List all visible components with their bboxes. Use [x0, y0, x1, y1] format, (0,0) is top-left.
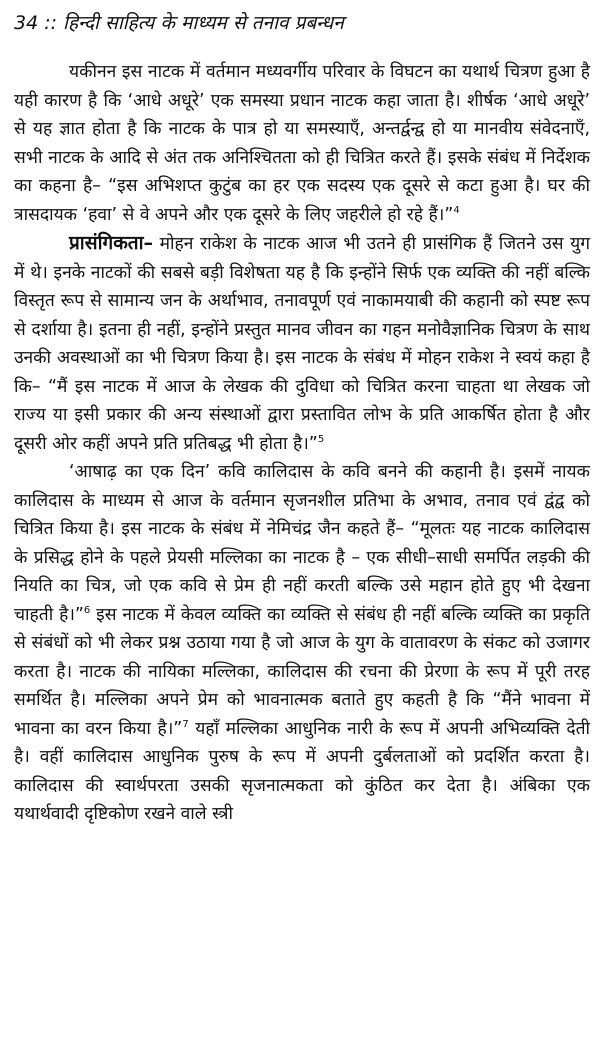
paragraph-2 [14, 229, 590, 458]
paragraph-3 [14, 458, 590, 829]
footnote-marker-4: 4 [453, 204, 460, 216]
paragraph-1-text: यकीनन इस नाटक में वर्तमान मध्यवर्गीय परिवार के विघटन का यथार्थ चित्रण हुआ है यही कारण है कि ‘आधे अधूरे’ एक समस्या प्रधान नाटक कहा जाता है। शीर्षक ‘आधे अधूरे’ से यह ज्ञात होता है कि नाटक के पात्र हो या समस्याएँ, अन्तर्द्वन्द्व हो या मानवीय संवेदनाएँ, सभी नाटक के आदि से अंत तक अनिश्चितता को ही चित्रित करते हैं। इसके संबंध में निर्देशक का कहना है– “इस अभिशप्त कुटुंब का हर एक सदस्य एक दूसरे से कटा हुआ है। घर की त्रासदायक ‘हवा’ से वे अपने और एक दूसरे के लिए जहरीले हो रहे हैं।” [14, 62, 590, 225]
section-heading-prasangikta: प्रासंगिकता– [69, 232, 154, 254]
running-head: 34 :: हिन्दी साहित्य के माध्यम से तनाव प्रबन्धन [14, 12, 344, 34]
paragraph-1 [14, 58, 590, 229]
paragraph-2-text: मोहन राकेश के नाटक आज भी उतने ही प्रासंगिक हैं जितने उस युग में थे। इनके नाटकों की सबसे बड़ी विशेषता यह है कि इन्होंने सिर्फ एक व्यक्ति की नहीं बल्कि विस्तृत रूप से सामान्य जन के अर्थाभाव, तनावपूर्ण एवं नाकामयाबी की कहानी को स्पष्ट रूप से दर्शाया है। इतना ही नहीं, इन्होंने प्रस्तुत मानव जीवन का गहन मनोवैज्ञानिक चित्रण के साथ उनकी अवस्थाओं का भी चित्रण किया है। इस नाटक के संबंध में मोहन राकेश ने स्वयं कहा है कि– “मैं इस नाटक में आज के लेखक की दुविधा को चित्रित करना चाहता था लेखक जो राज्य या इसी प्रकार की अन्य संस्थाओं द्वारा प्रस्तावित लोभ के प्रति आकर्षित होता है और दूसरी ओर कहीं अपने प्रति प्रतिबद्ध भी होता है।” [14, 234, 590, 454]
paragraph-3-continuation-2: यहाँ मल्लिका आधुनिक नारी के रूप में अपनी अभिव्यक्ति देती है। वहीं कालिदास आधुनिक पुरुष के रूप में अपनी दुर्बलताओं को प्रदर्शित करता है। कालिदास की स्वार्थपरता उसकी सृजनात्मकता को कुंठित कर देता है। अंबिका एक यथार्थवादी दृष्टिकोण रखने वाले स्त्री [14, 718, 590, 824]
paragraph-3-text: ‘आषाढ़ का एक दिन’ कवि कालिदास के कवि बनने की कहानी है। इसमें नायक कालिदास के माध्यम से आज के वर्तमान सृजनशील प्रतिभा के अभाव, तनाव एवं द्वंद्व को चित्रित किया है। इस नाटक के संबंध में नेमिचंद्र जैन कहते हैं– “मूलतः यह नाटक कालिदास के प्रसिद्ध होने के पहले प्रेयसी मल्लिका का नाटक है – एक सीधी–साधी समर्पित लड़की की नियति का चित्र, जो एक कवि से प्रेम ही नहीं करती बल्कि उसे महान होते हुए भी देखना चाहती है।” [14, 462, 590, 625]
paragraph-3-continuation: इस नाटक में केवल व्यक्ति का व्यक्ति से संबंध ही नहीं बल्कि व्यक्ति का प्रकृति से संबंधों को भी लेकर प्रश्न उठाया गया है जो आज के युग के वातावरण के संकट को उजागर करता है। नाटक की नायिका मल्लिका, कालिदास की रचना की प्रेरणा के रूप में पूरी तरह समर्थित है। मल्लिका अपने प्रेम को भावनात्मक बताते हुए कहती है कि “मैंने भावना में भावना का वरन किया है।” [14, 604, 590, 739]
footnote-marker-7: 7 [182, 718, 189, 730]
footnote-marker-6: 6 [83, 604, 91, 616]
footnote-marker-5: 5 [317, 433, 325, 445]
body-text [14, 58, 590, 829]
